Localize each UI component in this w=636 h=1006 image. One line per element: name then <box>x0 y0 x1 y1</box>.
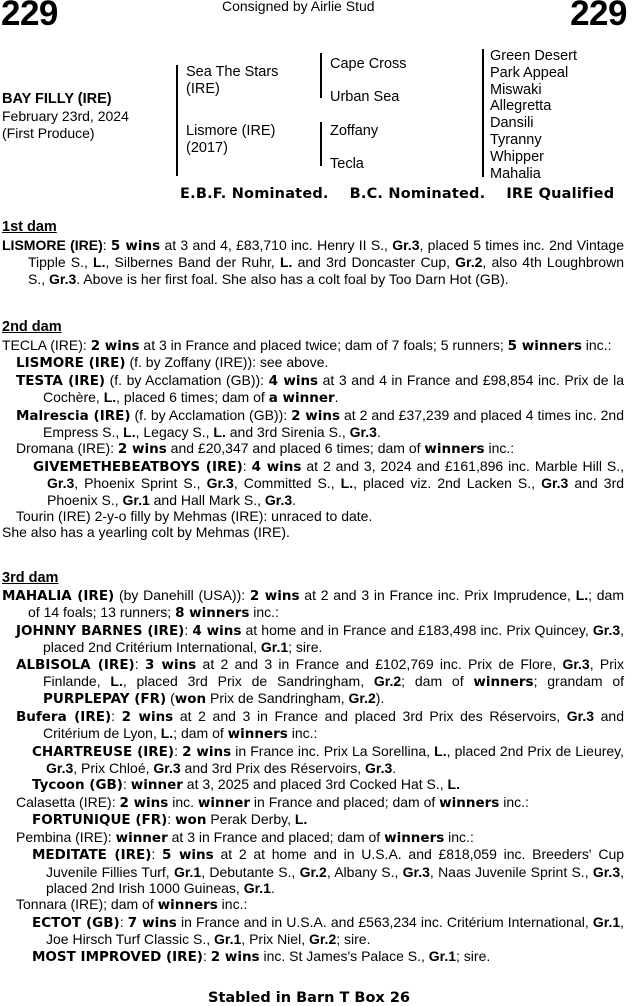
lot-number-right: 229 <box>570 0 627 33</box>
first-dam-text: LISMORE (IRE): 5 wins at 3 and 4, £83,710 inc. Henry II S., Gr.3, placed 5 times inc. 2nd Vintage Tipple S., L., Silbernes Band der Ruhr, L. and 3rd Doncaster Cup, Gr.2, also 4th Loughbrown S., Gr.3. Above is her first foal. She also has a colt foal by Too Darn Hot (GB). <box>2 237 624 287</box>
pedigree-g3-3: Zoffany <box>330 123 379 139</box>
pedigree-bracket-1 <box>176 65 178 176</box>
lot-number-left: 229 <box>1 0 58 33</box>
pedigree-bracket-2a <box>320 53 322 98</box>
stabling-footer: Stabled in Barn T Box 26 <box>208 990 411 1006</box>
third-dam-text: MAHALIA (IRE) (by Danehill (USA)): 2 wins at 2 and 3 in France inc. Prix Imprudence, L.; dam of 14 foals; 13 runners; 8 winners inc.: JOHNNY BARNES (IRE): 4 wins at home and in France and £183,498 inc. Prix Quincey, Gr.3, placed 2nd Critérium International, Gr.1; sire. ALBISOLA (IRE): 3 wins at 2 and 3 in France and £102,769 inc. Prix de Flore, Gr.3, Prix Finlande, L., placed 3rd Prix de Sandringham, Gr.2; dam of winners; grandam of PURPLEPAY (FR) (won Prix de Sandringham, Gr.2). Bufera (IRE): 2 wins at 2 and 3 in France and placed 3rd Prix des Réservoirs, Gr.3 and Critérium de Lyon, L.; dam of winners inc.: CHARTREUSE (IRE): 2 wins in France inc. Prix La Sorellina, L., placed 2nd Prix de Lieurey, Gr.3, Prix Chloé, Gr.3 and 3rd Prix des Réservoirs, Gr.3. Tycoon (GB): winner at 3, 2025 and placed 3rd Cocked Hat S., L. Calasetta (IRE): 2 wins inc. winner in France and placed; dam of winners inc.: FORTUNIQUE (FR): won Perak Derby, L. Pembina (IRE): winner at 3 in France and placed; dam of winners inc.: MEDITATE (IRE): 5 wins at 2 at home and in U.S.A. and £818,059 inc. Breeders' Cup Juvenile Fillies Turf, Gr.1, Debutante S., Gr.2, Albany S., Gr.3, Naas Juvenile Sprint S., Gr.3, placed 2nd Irish 1000 Guineas, Gr.1. Tonnara (IRE); dam of winners inc.: ECTOT (GB): 7 wins in France and in U.S.A. and £563,234 inc. Critérium International, Gr.1, Joe Hirsch Turf Classic S., Gr.1, Prix Niel, Gr.2; sire. MOST IMPROVED (IRE): 2 wins inc. St James's Palace S., Gr.1; sire. <box>2 587 625 965</box>
consignor: Consigned by Airlie Stud <box>222 0 375 14</box>
pedigree-g3-1: Cape Cross <box>330 56 407 72</box>
pedigree-bracket-3 <box>482 49 484 177</box>
pedigree-g3-4: Tecla <box>330 156 364 172</box>
section-second-dam: 2nd dam <box>2 319 62 335</box>
horse-identity <box>2 91 129 142</box>
pedigree-g3-2: Urban Sea <box>330 89 400 105</box>
section-first-dam: 1st dam <box>2 219 57 235</box>
nominations: E.B.F. Nominated. B.C. Nominated. IRE Qualified <box>180 186 615 202</box>
pedigree-dam: Lismore (IRE) (2017) <box>186 123 276 156</box>
horse-name: BAY FILLY (IRE) <box>2 91 112 107</box>
horse-foaled: February 23rd, 2024 <box>2 108 129 124</box>
horse-note: (First Produce) <box>2 125 95 141</box>
pedigree-bracket-2b <box>320 122 322 166</box>
section-third-dam: 3rd dam <box>2 570 59 586</box>
pedigree-gen4: Green Desert Park Appeal Miswaki Allegretta Dansili Tyranny Whipper Mahalia <box>490 48 578 182</box>
second-dam-text: TECLA (IRE): 2 wins at 3 in France and placed twice; dam of 7 foals; 5 runners; 5 winners inc.: LISMORE (IRE) (f. by Zoffany (IRE)): see above. TESTA (IRE) (f. by Acclamation (GB)): 4 wins at 3 and 4 in France and £98,854 inc. Prix de la Cochère, L., placed 6 times; dam of a winner. Malrescia (IRE) (f. by Acclamation (GB)): 2 wins at 2 and £37,239 and placed 4 times inc. 2nd Empress S., L., Legacy S., L. and 3rd Sirenia S., Gr.3. Dromana (IRE): 2 wins and £20,347 and placed 6 times; dam of winners inc.: GIVEMETHEBEATBOYS (IRE): 4 wins at 2 and 3, 2024 and £161,896 inc. Marble Hill S., Gr.3, Phoenix Sprint S., Gr.3, Committed S., L., placed viz. 2nd Lacken S., Gr.3 and 3rd Phoenix S., Gr.1 and Hall Mark S., Gr.3. Tourin (IRE) 2-y-o filly by Mehmas (IRE): unraced to date. She also has a yearling colt by Mehmas (IRE). <box>2 337 625 541</box>
pedigree-sire: Sea The Stars (IRE) <box>186 64 279 97</box>
